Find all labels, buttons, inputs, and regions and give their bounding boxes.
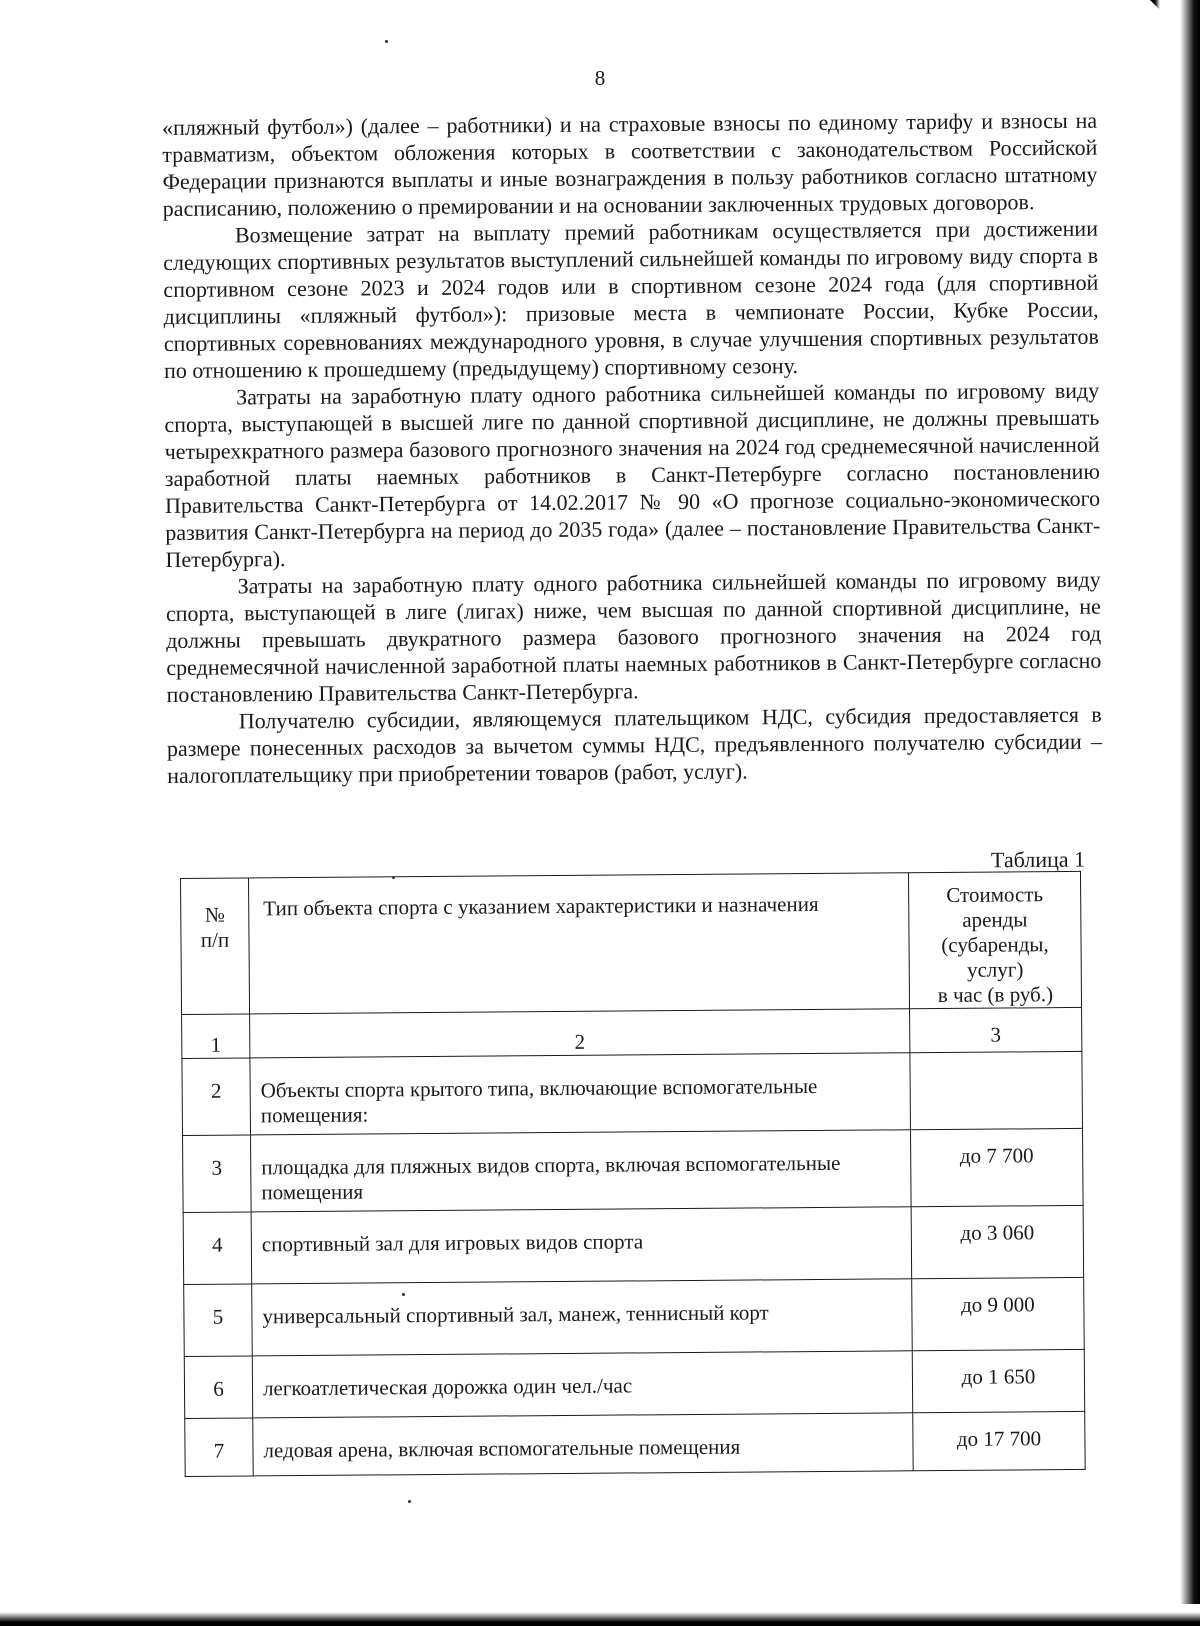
scan-speck xyxy=(385,40,388,43)
header-number-text: № п/п xyxy=(200,902,230,952)
column-number-1: 1 xyxy=(182,1014,250,1059)
row-number: 6 xyxy=(184,1356,252,1419)
scan-speck xyxy=(402,1293,405,1296)
rental-cost-table xyxy=(180,871,1085,1477)
row-cost: до 9 000 xyxy=(912,1277,1085,1350)
header-number xyxy=(181,878,250,1015)
scan-border-bottom xyxy=(0,1604,1200,1626)
header-rental-cost-text: Стоимость аренды (субаренды, услуг) в час (в руб.) xyxy=(937,882,1054,1008)
document-body xyxy=(162,107,1102,789)
table-row xyxy=(183,1128,1084,1212)
table-row xyxy=(183,1205,1084,1284)
column-number-3: 3 xyxy=(910,1007,1082,1052)
row-object-type: универсальный спортивный зал, манеж, теннисный корт xyxy=(252,1279,913,1356)
row-number: 7 xyxy=(185,1418,253,1477)
row-cost: до 7 700 xyxy=(910,1128,1083,1206)
row-object-type: площадка для пляжных видов спорта, включая вспомогательные помещения xyxy=(251,1130,912,1212)
table-header-row xyxy=(181,871,1082,1014)
paragraph-vat: Получателю субсидии, являющемуся плательщиком НДС, субсидия предоставляется в размере понесенных расходов за вычетом суммы НДС, предъявленного получателю субсидии – налогоплательщику при приобретении товаров (работ, услуг). xyxy=(166,701,1103,788)
table-row xyxy=(184,1349,1084,1418)
table-row xyxy=(184,1277,1085,1356)
row-cost: до 1 650 xyxy=(912,1349,1084,1412)
table-caption: Таблица 1 xyxy=(990,846,1086,873)
scan-speck xyxy=(392,876,395,879)
row-cost: до 17 700 xyxy=(913,1411,1085,1470)
scan-border-right xyxy=(1160,0,1200,1626)
row-number: 4 xyxy=(183,1212,252,1285)
page-number: 8 xyxy=(594,66,606,90)
row-object-type: ледовая арена, включая вспомогательные помещения xyxy=(253,1413,913,1476)
header-rental-cost xyxy=(908,871,1081,1008)
paragraph-salary-top-league: Затраты на заработную плату одного работника сильнейшей команды по игровому виду спорта, выступающей в высшей лиге по данной спортивной дисциплине, не должны превышать четырехкратного размера базового прогнозного значения на 2024 год среднемесячной начисленной заработной платы наемных работников в Санкт-Петербурге согласно постановлению Правительства Санкт-Петербурга от 14.02.2017 № 90 «О прогнозе социально-экономического развития Санкт-Петербурга на период до 2035 года» (далее – постановление Правительства Санкт-Петербурга). xyxy=(164,377,1101,572)
row-number: 5 xyxy=(184,1284,253,1357)
table-row xyxy=(182,1051,1083,1135)
row-object-type: Объекты спорта крытого типа, включающие вспомогательные помещения: xyxy=(250,1053,911,1135)
paragraph-bonus-reimbursement: Возмещение затрат на выплату премий работникам осуществляется при достижении следующих спортивных результатов выступлений сильнейшей команды по игровому виду спорта в спортивном сезоне 2023 и 2024 годов или в спортивном сезоне 2024 года (для спортивной дисциплины «пляжный футбол»): призовые места в чемпионате России, Кубке России, спортивных соревнованиях международного уровня, в случае улучшения спортивных результатов по отношению к прошедшему (предыдущему) спортивному сезону. xyxy=(163,215,1099,383)
row-cost: до 3 060 xyxy=(911,1205,1084,1278)
paragraph-salary-lower-league: Затраты на заработную плату одного работника сильнейшей команды по игровому виду спорта, выступающей в лиге (лигах) ниже, чем высшая по данной спортивной дисциплине, не должны превышать двукратного размера базового прогнозного значения на 2024 год среднемесячной начисленной заработной платы наемных работников в Санкт-Петербурге согласно постановлению Правительства Санкт-Петербурга. xyxy=(165,566,1102,707)
scan-border-top xyxy=(0,0,1200,30)
row-cost xyxy=(910,1051,1083,1129)
table-row xyxy=(185,1411,1085,1476)
header-object-type-text: Тип объекта спорта с указанием характеристики и назначения xyxy=(263,891,819,921)
row-number: 2 xyxy=(182,1058,251,1136)
paragraph-continuation: «пляжный футбол») (далее – работники) и на страховые взносы по единому тарифу и взносы на травматизм, объектом обложения которых в соответствии с законодательством Российской Федерации признаются выплаты и иные вознаграждения в пользу работников согласно штатному расписанию, положению о премировании и на основании заключенных трудовых договоров. xyxy=(162,107,1098,221)
scan-speck xyxy=(408,1500,411,1503)
row-number: 3 xyxy=(183,1135,252,1213)
table-column-numbers-row xyxy=(182,1007,1082,1058)
row-object-type: спортивный зал для игровых видов спорта xyxy=(251,1207,912,1284)
column-number-2: 2 xyxy=(250,1009,910,1058)
row-object-type: легкоатлетическая дорожка один чел./час xyxy=(252,1351,912,1418)
header-object-type xyxy=(249,873,910,1014)
